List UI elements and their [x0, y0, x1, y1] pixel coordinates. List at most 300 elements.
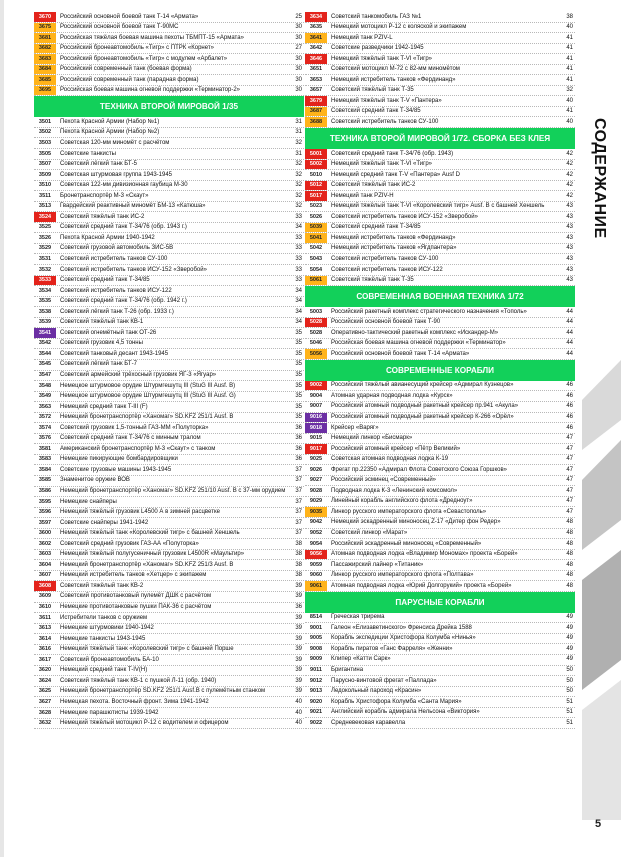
toc-entry[interactable]: [305, 265, 575, 276]
item-page: 39: [295, 625, 302, 632]
toc-entry[interactable]: [34, 349, 304, 360]
toc-entry[interactable]: [305, 666, 575, 677]
toc-entry[interactable]: [305, 202, 575, 213]
item-title: Советский бронеавтомобиль БА-10: [60, 656, 159, 663]
item-code: 5046: [309, 340, 323, 347]
item-title: Российский атомный крейсер «Пётр Великий»: [331, 445, 461, 452]
item-code: 3653: [309, 76, 323, 83]
toc-entry[interactable]: [305, 96, 575, 107]
stripe-2: [582, 440, 621, 550]
item-title: Российский основной боевой танк Т-90: [331, 319, 441, 326]
toc-entry[interactable]: [34, 655, 304, 666]
toc-entry[interactable]: [305, 507, 575, 518]
toc-entry[interactable]: [305, 107, 575, 118]
item-code: 3620: [38, 667, 52, 674]
item-page: 35: [295, 361, 302, 368]
toc-entry[interactable]: [34, 413, 304, 424]
toc-entry[interactable]: [34, 560, 304, 571]
item-code: 9011: [310, 667, 322, 674]
toc-entry[interactable]: [305, 708, 575, 719]
item-code: 9016: [305, 413, 327, 423]
item-page: 47: [566, 456, 573, 463]
item-code: 5061: [305, 276, 327, 286]
item-page: 41: [566, 34, 573, 41]
item-title: Пехота Красной Армии 1940-1942: [60, 234, 155, 241]
item-code: 3541: [34, 328, 56, 338]
toc-entry[interactable]: [305, 160, 575, 171]
item-title: Немецкий средний танк T-IV(H): [60, 667, 148, 674]
item-title: Средневековая каравелла: [331, 719, 406, 726]
item-title: Советский средний танк Т-34/76 (обр. 1943): [331, 150, 454, 157]
item-title: Линейный корабль английского флота «Дредноут»: [331, 498, 473, 505]
item-title: Немецкий тяжёлый танк T-VI «Королевский тигр» Ausf. B с башней Хеншель: [331, 203, 545, 210]
item-page: 36: [295, 604, 302, 611]
item-code: 5010: [309, 171, 323, 178]
toc-entry[interactable]: [34, 276, 304, 287]
toc-entry[interactable]: [305, 718, 575, 729]
item-page: 46: [566, 424, 573, 431]
item-title: Немецкий средний танк T-III (F): [60, 403, 148, 410]
toc-entry[interactable]: [34, 402, 304, 413]
item-page: 43: [566, 203, 573, 210]
item-page: 34: [295, 319, 302, 326]
toc-entry[interactable]: [305, 560, 575, 571]
toc-entry[interactable]: [305, 518, 575, 529]
item-title: Немецкий тяжёлый мотоцикл Р-12 с водителем и офицером: [60, 720, 229, 727]
item-page: 30: [295, 66, 302, 73]
item-code: 9059: [309, 561, 323, 568]
toc-entry[interactable]: [305, 318, 575, 329]
item-code: 3509: [38, 171, 52, 178]
item-page: 34: [295, 287, 302, 294]
item-title: Советский лёгкий танк Т-26 (обр. 1933 г.): [60, 308, 174, 315]
item-page: 47: [566, 498, 573, 505]
toc-entry[interactable]: [34, 676, 304, 687]
toc-entry[interactable]: [305, 244, 575, 255]
item-title: Советский истребитель танков СУ-100: [60, 255, 168, 262]
toc-entry[interactable]: [305, 455, 575, 466]
item-code: 5026: [309, 213, 323, 220]
item-title: Советский средний танк Т-34/76 (обр. 1943 г.): [60, 224, 187, 231]
toc-entry[interactable]: [305, 581, 575, 592]
item-page: 36: [295, 456, 302, 463]
toc-entry[interactable]: [34, 75, 304, 86]
item-code: 3585: [38, 477, 52, 484]
item-title: Российская боевая машина огневой поддержки «Терминатор»: [331, 340, 506, 347]
toc-entry[interactable]: [305, 465, 575, 476]
item-title: Советский средний танк Т-34/76 с минным тралом: [60, 435, 201, 442]
item-code: 5043: [309, 255, 323, 262]
item-code: 3597: [38, 519, 52, 526]
item-page: 44: [566, 350, 573, 357]
toc-entry[interactable]: [34, 44, 304, 55]
item-code: 9021: [309, 709, 323, 716]
item-page: 44: [566, 319, 573, 326]
toc-entry[interactable]: [305, 687, 575, 698]
item-title: Советский средний грузовик ГАЗ-АА «Полуторка»: [60, 540, 199, 547]
toc-entry[interactable]: [34, 339, 304, 350]
item-page: 35: [295, 393, 302, 400]
item-title: Советский истребитель танков СУ-100: [331, 118, 439, 125]
toc-entry[interactable]: [305, 676, 575, 687]
item-title: Немецкие штурмовики 1940-1942: [60, 625, 154, 632]
toc-entry[interactable]: [34, 328, 304, 339]
item-code: 9056: [305, 550, 327, 560]
item-page: 35: [295, 414, 302, 421]
item-page: 37: [295, 519, 302, 526]
toc-entry[interactable]: [34, 392, 304, 403]
toc-entry[interactable]: [305, 223, 575, 234]
toc-entry[interactable]: [34, 455, 304, 466]
item-page: 33: [295, 277, 302, 284]
item-code: 3600: [38, 530, 52, 537]
toc-entry[interactable]: [305, 349, 575, 360]
item-title: Советские снайперы 1941-1942: [60, 519, 149, 526]
item-page: 32: [295, 161, 302, 168]
item-title: Советский тяжёлый танк Т-35: [331, 277, 414, 284]
toc-entry[interactable]: [34, 160, 304, 171]
toc-entry[interactable]: [34, 54, 304, 65]
toc-entry[interactable]: [305, 170, 575, 181]
toc-entry[interactable]: [34, 592, 304, 603]
item-page: 48: [566, 551, 573, 558]
toc-entry[interactable]: [34, 719, 304, 730]
item-title: Советский грузовик 1,5-тонный ГАЗ-ММ «Полуторка»: [60, 424, 209, 431]
item-page: 50: [566, 688, 573, 695]
toc-entry[interactable]: [34, 487, 304, 498]
item-page: 48: [566, 540, 573, 547]
item-page: 33: [295, 213, 302, 220]
toc-entry[interactable]: [34, 476, 304, 487]
item-code: 3547: [38, 372, 52, 378]
toc-entry[interactable]: [34, 603, 304, 614]
item-page: 35: [295, 329, 302, 336]
item-code: 3581: [38, 445, 52, 452]
item-code: 5001: [305, 149, 327, 159]
item-code: 9012: [309, 677, 323, 684]
toc-entry[interactable]: [34, 212, 304, 223]
toc-entry[interactable]: [305, 402, 575, 413]
item-code: 3545: [38, 361, 52, 368]
item-code: 3505: [38, 150, 52, 157]
item-code: 9007: [309, 403, 323, 410]
item-page: 31: [295, 129, 302, 136]
item-code: 9025: [309, 456, 323, 463]
toc-entry[interactable]: [305, 550, 575, 561]
item-page: 36: [295, 445, 302, 452]
item-page: 48: [566, 582, 573, 589]
item-page: 33: [295, 234, 302, 241]
toc-right-column: [305, 12, 575, 729]
side-title-text: СОДЕРЖАНИЕ: [591, 118, 608, 239]
toc-entry[interactable]: [34, 708, 304, 719]
toc-entry[interactable]: [305, 476, 575, 487]
toc-entry[interactable]: [34, 518, 304, 529]
toc-entry[interactable]: [34, 423, 304, 434]
item-code: 9009: [309, 656, 323, 663]
item-title: Советский грузовой автомобиль ЗИС-5В: [60, 245, 174, 252]
item-page: 38: [295, 551, 302, 558]
toc-entry[interactable]: [305, 623, 575, 634]
toc-entry[interactable]: [305, 381, 575, 392]
item-page: 42: [566, 192, 573, 199]
toc-entry[interactable]: [305, 571, 575, 582]
item-page: 37: [295, 498, 302, 505]
item-title: Советский танкомобиль ГАЗ №1: [331, 13, 422, 20]
item-code: 3683: [34, 54, 56, 64]
item-title: Немецкий истребитель танков «Хетцер» с экипажем: [60, 572, 207, 579]
item-page: 30: [295, 87, 302, 94]
item-code: 3526: [38, 234, 52, 241]
toc-entry[interactable]: [305, 86, 575, 97]
toc-entry[interactable]: [305, 54, 575, 65]
item-code: 3534: [38, 287, 52, 294]
item-title: Российский эскадренный миноносец «Современный»: [331, 540, 482, 547]
toc-entry[interactable]: [34, 86, 304, 97]
item-code: 3596: [38, 509, 52, 516]
item-title: Немецкие противотанковые пушки ПАК-36 с расчётом: [60, 604, 212, 611]
item-page: 34: [295, 308, 302, 315]
toc-entry[interactable]: [34, 687, 304, 698]
toc-entry[interactable]: [305, 254, 575, 265]
item-title: Российский основной боевой танк Т-14 «Армата»: [60, 13, 199, 20]
item-page: 38: [295, 540, 302, 547]
item-page: 32: [295, 171, 302, 178]
item-code: 8514: [309, 614, 323, 621]
item-code: 3695: [34, 86, 56, 96]
toc-entry[interactable]: [34, 149, 304, 160]
toc-entry[interactable]: [305, 149, 575, 160]
toc-entry[interactable]: [34, 634, 304, 645]
toc-entry[interactable]: [305, 117, 575, 128]
toc-entry[interactable]: [34, 697, 304, 708]
toc-entry[interactable]: [34, 444, 304, 455]
toc-entry[interactable]: [34, 613, 304, 624]
item-page: 51: [566, 719, 573, 726]
item-page: 31: [295, 150, 302, 157]
toc-entry[interactable]: [34, 23, 304, 34]
item-code: 9042: [309, 519, 323, 526]
item-page: 42: [566, 182, 573, 189]
item-page: 51: [566, 709, 573, 716]
toc-entry[interactable]: [34, 138, 304, 149]
toc-entry[interactable]: [305, 233, 575, 244]
item-code: 5028: [305, 318, 327, 328]
toc-entry[interactable]: [305, 486, 575, 497]
toc-entry[interactable]: [305, 191, 575, 202]
item-page: 32: [295, 139, 302, 146]
item-page: 38: [295, 561, 302, 568]
toc-entry[interactable]: [34, 381, 304, 392]
toc-entry[interactable]: [34, 244, 304, 255]
toc-entry[interactable]: [34, 571, 304, 582]
item-code: 3531: [38, 255, 52, 262]
item-title: Немецкий тяжёлый танк «Королевский тигр» с башней Хеншель: [60, 530, 240, 537]
toc-entry[interactable]: [305, 423, 575, 434]
toc-entry[interactable]: [34, 181, 304, 192]
toc-entry[interactable]: [34, 497, 304, 508]
item-code: 5042: [309, 245, 323, 252]
toc-entry[interactable]: [305, 529, 575, 540]
toc-entry[interactable]: [305, 75, 575, 86]
toc-entry[interactable]: [305, 44, 575, 55]
toc-entry[interactable]: [305, 307, 575, 318]
item-code: 3503: [38, 139, 52, 146]
item-code: 5041: [305, 233, 327, 243]
item-page: 32: [295, 182, 302, 189]
item-page: 39: [295, 677, 302, 684]
item-code: 3616: [38, 646, 52, 653]
item-code: 3646: [305, 54, 327, 64]
item-title: Советская штурмовая группа 1943-1945: [60, 171, 173, 178]
toc-entry[interactable]: [34, 202, 304, 213]
item-page: 39: [295, 667, 302, 674]
item-title: Советский танковый десант 1943-1945: [60, 350, 169, 357]
item-title: Российская тяжёлая боевая машина пехоты ТБМПТ-15 «Армата»: [60, 34, 244, 41]
item-code: 9002: [305, 381, 327, 391]
item-code: 9013: [309, 688, 323, 695]
toc-entry[interactable]: [305, 539, 575, 550]
item-page: 37: [295, 466, 302, 473]
item-code: 3632: [38, 720, 52, 727]
item-title: Российская боевая машина огневой поддержки «Терминатор-2»: [60, 87, 241, 94]
item-code: 3595: [38, 498, 52, 505]
toc-entry[interactable]: [34, 434, 304, 445]
toc-entry[interactable]: [305, 328, 575, 339]
toc-entry[interactable]: [34, 360, 304, 371]
item-page: 35: [295, 403, 302, 410]
item-code: 5017: [305, 191, 327, 201]
toc-entry[interactable]: [305, 65, 575, 76]
toc-entry[interactable]: [34, 550, 304, 561]
toc-entry[interactable]: [34, 170, 304, 181]
item-page: 32: [295, 203, 302, 210]
toc-entry[interactable]: [34, 508, 304, 519]
toc-entry[interactable]: [34, 539, 304, 550]
toc-entry[interactable]: [34, 529, 304, 540]
toc-entry[interactable]: [34, 581, 304, 592]
toc-entry[interactable]: [34, 12, 304, 23]
toc-entry[interactable]: [34, 265, 304, 276]
toc-entry[interactable]: [34, 33, 304, 44]
stripe-1: [582, 360, 621, 450]
item-page: 40: [295, 709, 302, 716]
item-page: 42: [566, 171, 573, 178]
toc-entry[interactable]: [34, 371, 304, 382]
toc-entry[interactable]: [34, 465, 304, 476]
item-code: 5039: [305, 223, 327, 233]
item-page: 30: [295, 24, 302, 31]
toc-entry[interactable]: [305, 12, 575, 23]
item-code: 3533: [34, 276, 56, 286]
item-code: 3628: [38, 709, 52, 716]
item-code: 3574: [38, 424, 52, 431]
toc-entry[interactable]: [305, 434, 575, 445]
item-code: 3627: [38, 698, 52, 705]
item-title: Немецкий истребитель танков «Фердинанд»: [331, 76, 456, 83]
item-page: 33: [295, 245, 302, 252]
item-page: 43: [566, 245, 573, 252]
item-title: Российский бронеавтомобиль «Тигр» с ПТРК «Корнет»: [60, 45, 214, 52]
toc-entry[interactable]: [305, 276, 575, 287]
item-page: 30: [295, 76, 302, 83]
toc-entry[interactable]: [34, 233, 304, 244]
item-title: Советский истребитель танков ИСУ-152 «Зверобой»: [60, 266, 207, 273]
item-code: 5003: [309, 308, 323, 315]
item-code: 3611: [39, 614, 51, 621]
item-title: Атомная подводная лодка «Юрий Долгорукий» проекта «Борей»: [331, 582, 512, 589]
item-page: 48: [566, 530, 573, 537]
item-page: 43: [566, 266, 573, 273]
toc-entry[interactable]: [34, 666, 304, 677]
toc-entry[interactable]: [305, 391, 575, 402]
toc-entry[interactable]: [34, 286, 304, 297]
item-code: 3603: [38, 551, 52, 558]
toc-entry[interactable]: [34, 318, 304, 329]
toc-entry[interactable]: [305, 33, 575, 44]
item-page: 49: [566, 635, 573, 642]
toc-entry[interactable]: [34, 297, 304, 308]
toc-entry[interactable]: [34, 65, 304, 76]
toc-entry[interactable]: [305, 339, 575, 350]
item-page: 34: [295, 298, 302, 305]
toc-entry[interactable]: [34, 254, 304, 265]
item-title: Пехота Красной Армии (Набор №1): [60, 118, 160, 125]
item-code: 3524: [34, 212, 56, 222]
item-code: 3688: [305, 117, 327, 127]
item-code: 3583: [38, 456, 52, 463]
item-page: 36: [295, 424, 302, 431]
item-page: 43: [566, 234, 573, 241]
toc-entry[interactable]: [34, 223, 304, 234]
item-code: 3634: [305, 12, 327, 22]
item-code: 3572: [38, 414, 52, 421]
item-title: Российский ракетный комплекс стратегического назначения «Тополь»: [331, 308, 527, 315]
toc-entry[interactable]: [305, 644, 575, 655]
toc-entry[interactable]: [305, 634, 575, 645]
item-title: Немецкая пехота. Восточный фронт. Зима 1941-1942: [60, 698, 209, 705]
toc-entry[interactable]: [305, 613, 575, 624]
toc-entry[interactable]: [34, 624, 304, 635]
item-title: Российский современный танк (парадная форма): [60, 76, 199, 83]
toc-entry[interactable]: [305, 181, 575, 192]
toc-entry[interactable]: [305, 697, 575, 708]
toc-entry[interactable]: [34, 191, 304, 202]
toc-entry[interactable]: [305, 413, 575, 424]
toc-entry[interactable]: [34, 128, 304, 139]
item-page: 39: [295, 646, 302, 653]
item-title: Немецкий тяжёлый танк «Королевский тигр» с башней Порше: [60, 646, 234, 653]
toc-entry[interactable]: [34, 645, 304, 656]
item-title: Советский тяжёлый танк ИС-2: [331, 182, 416, 189]
toc-entry[interactable]: [305, 655, 575, 666]
toc-entry[interactable]: [305, 444, 575, 455]
item-page: 34: [295, 224, 302, 231]
item-code: 9028: [309, 487, 323, 494]
toc-entry[interactable]: [305, 23, 575, 34]
item-page: 39: [295, 614, 302, 621]
toc-entry[interactable]: [305, 212, 575, 223]
item-page: 42: [566, 161, 573, 168]
item-title: Советский истребитель танков ИСУ-122: [331, 266, 443, 273]
item-page: 39: [295, 582, 302, 589]
toc-entry[interactable]: [305, 497, 575, 508]
toc-entry[interactable]: [34, 307, 304, 318]
item-title: Советский лёгкий танк БТ-5: [60, 161, 137, 168]
item-title: Российский эсминец «Современный»: [331, 477, 437, 484]
item-code: 9035: [305, 507, 327, 517]
toc-entry[interactable]: [34, 117, 304, 128]
